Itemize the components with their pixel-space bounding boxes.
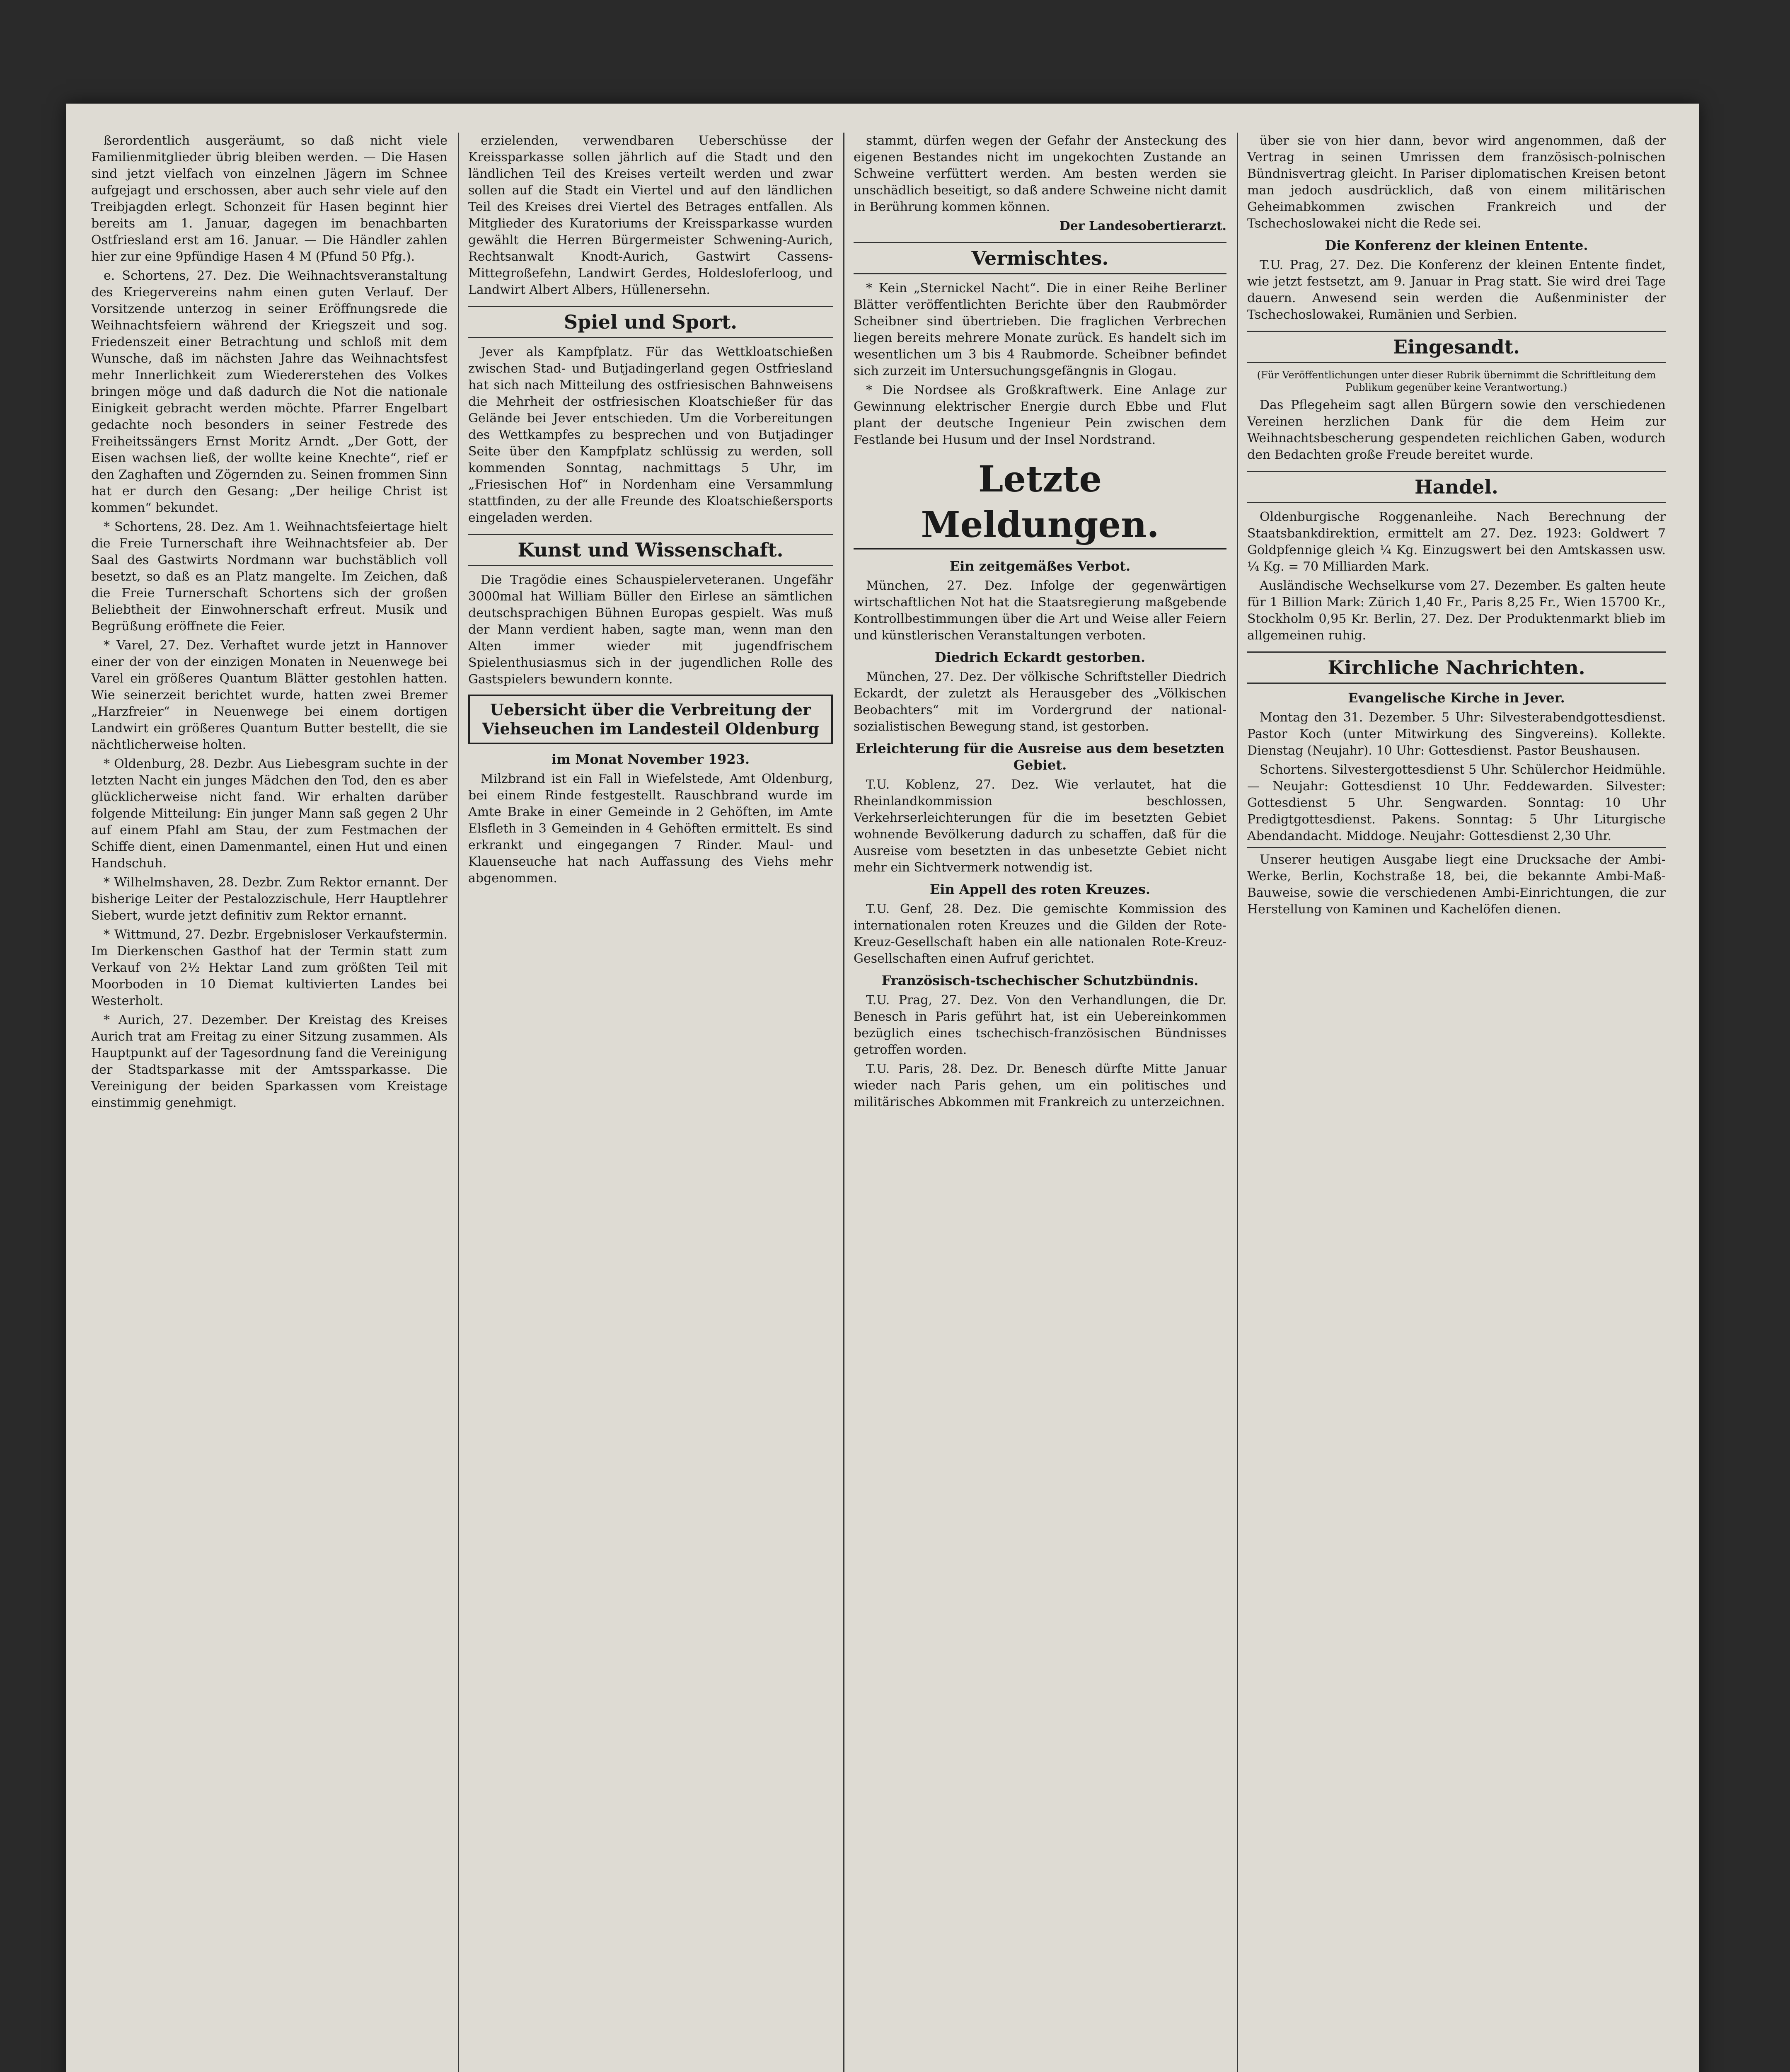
column-1 [91, 133, 448, 2072]
paragraph: * Wilhelmshaven, 28. Dezbr. Zum Rektor ernannt. Der bisherige Leiter der Pestalozzischule, Herr Hauptlehrer Siebert, wurde jetzt definitiv zum Rektor ernannt. [91, 875, 448, 923]
paragraph: über sie von hier dann, bevor wird angenommen, daß der Vertrag in seinen Umrissen dem französisch-polnischen Bündnisvertrag gleicht. In Pariser diplomatischen Kreisen betont man jedoch ausdrücklich, daß von einem militärischen Geheimabkommen zwischen Frankreich und der Tschechoslowakei nicht die Rede sei. [1247, 133, 1666, 231]
subheading: Erleichterung für die Ausreise aus dem besetzten Gebiet. [855, 741, 1225, 773]
paragraph: T.U. Prag, 27. Dez. Von den Verhandlungen, die Dr. Benesch in Paris geführt hat, ist ein Uebereinkommen bezüglich eines tschechisch-französischen Bündnisses getroffen worden. [854, 993, 1226, 1057]
subheading: Diedrich Eckardt gestorben. [934, 649, 1146, 665]
column-3 [854, 133, 1226, 2072]
column-divider [1237, 133, 1238, 2072]
paragraph: ßerordentlich ausgeräumt, so daß nicht viele Familienmitglieder übrig bleiben werden. — Die Hasen sind jetzt vielfach von einzelnen Jägern im Schnee aufgejagt und erschossen, aber auch sehr viele auf den Treibjagden erlegt. Schonzeit für Hasen beginnt hier bereits am 1. Januar, dagegen im benachbarten Ostfriesland erst am 16. Januar. — Die Händler zahlen hier zur eine 9pfündige Hasen 4 M (Pfund 50 Pfg.). [91, 133, 448, 264]
advertisement-notice: Unserer heutigen Ausgabe liegt eine Drucksache der Ambi-Werke, Berlin, Kochstraße 18, bei, die bekannte Ambi-Maß-Bauweise, sowie die verschiedenen Ambi-Einrichtungen, die zur Herstellung von Kaminen und Kachelöfen dienen. [1247, 847, 1666, 918]
section-heading-sport: Spiel und Sport. [468, 306, 833, 338]
paragraph: T.U. Paris, 28. Dez. Dr. Benesch dürfte Mitte Januar wieder nach Paris gehen, um ein politisches und militärisches Abkommen mit Frankreich zu unterzeichnen. [854, 1062, 1226, 1109]
paragraph: Schortens. Silvestergottesdienst 5 Uhr. Schülerchor Heidmühle. — Neujahr: Gottesdienst 10 Uhr. Feddewarden. Silvester: Gottesdienst 5 Uhr. Sengwarden. Sonntag: 10 Uhr Predigtgottesdienst. Pakens. Sonntag: 5 Uhr Liturgische Abendandacht. Middoge. Neujahr: Gottesdienst 2,30 Uhr. [1247, 762, 1666, 843]
paragraph: * Die Nordsee als Großkraftwerk. Eine Anlage zur Gewinnung elektrischer Energie durch Ebbe und Flut plant der deutsche Ingenieur Pein zwischen dem Festlande bei Husum und der Insel Nordstrand. [854, 383, 1226, 447]
subheading: Ein zeitgemäßes Verbot. [949, 558, 1131, 574]
paragraph: Milzbrand ist ein Fall in Wiefelstede, Amt Oldenburg, bei einem Rinde festgestellt. Rauschbrand wurde im Amte Brake in einer Gemeinde in 2 Gehöften, im Amte Elsfleth in 3 Gemeinden in 4 Gehöften ermittelt. Es sind erkrankt und eingegangen 7 Rinder. Maul- und Klauenseuche hat nach Auffassung des Viehs mehr abgenommen. [468, 772, 833, 886]
section-heading-handel: Handel. [1247, 471, 1666, 503]
section-heading-kunst: Kunst und Wissenschaft. [468, 534, 833, 566]
column-divider [843, 133, 844, 2072]
paragraph: München, 27. Dez. Der völkische Schriftsteller Diedrich Eckardt, der zuletzt als Herausgeber des „Völkischen Beobachters“ mit im Vordergrund der national-sozialistischen Bewegung stand, ist gestorben. [854, 670, 1226, 734]
column-2 [468, 133, 833, 2072]
section-heading-eingesandt: Eingesandt. [1247, 331, 1666, 363]
paragraph: * Varel, 27. Dez. Verhaftet wurde jetzt in Hannover einer der von der einzigen Monaten in Neuenwege bei Varel ein größeres Quantum Blätter gestohlen hatten. Wie seinerzeit berichtet wurde, hatten zwei Bremer „Harzfreier“ in Neuenwege bei einem dortigen Landwirt ein größeres Quantum Butter bestellt, die sie nächtlicherweise holten. [91, 638, 448, 752]
subheading: im Monat November 1923. [551, 751, 750, 767]
paragraph: stammt, dürfen wegen der Gefahr der Ansteckung des eigenen Bestandes nicht im ungekochten Zustande an Schweine verfüttert werden. Am besten werden sie unschädlich beseitigt, so daß andere Schweine nicht damit in Berührung kommen können. [854, 133, 1226, 214]
paragraph: Jever als Kampfplatz. Für das Wettkloatschießen zwischen Stad- und Butjadingerland gegen Ostfriesland hat sich nach Mitteilung des ostfriesischen Bahnweisens die Mehrheit der ostfriesischen Kloatschießer für das Gelände bei Jever entschieden. Um die Vorbereitungen des Wettkampfes zu besprechen und von Butjadinger Seite über den Kampfplatz schlüssig zu werden, soll kommenden Sonntag, nachmittags 5 Uhr, im „Friesischen Hof“ in Nordenham eine Versammlung stattfinden, zu der alle Freunde des Kloatschießersports eingeladen werden. [468, 345, 833, 525]
paragraph: * Kein „Sternickel Nacht“. Die in einer Reihe Berliner Blätter veröffentlichten Berichte über den Raubmörder Scheibner sind übertrieben. Die fraglichen Verbrechen liegen bereits mehrere Monate zurück. Es handelt sich im wesentlichen um 3 bis 4 Raubmorde. Scheibner befindet sich zurzeit im Untersuchungsgefängnis in Glogau. [854, 281, 1226, 378]
disclaimer-note: (Für Veröffentlichungen unter dieser Rubrik übernimmt die Schriftleitung dem Publikum gegenüber keine Verantwortung.) [1257, 369, 1656, 393]
newspaper-page [66, 104, 1699, 2072]
section-heading-vermischtes: Vermischtes. [854, 242, 1226, 274]
section-heading-letzte-meldungen: Letzte Meldungen. [854, 457, 1226, 549]
signature: Der Landesobertierarzt. [1059, 219, 1226, 233]
column-4 [1247, 133, 1666, 2072]
boxed-heading-viehseuchen: Uebersicht über die Verbreitung der Viehseuchen im Landesteil Oldenburg [468, 695, 833, 744]
paragraph: Die Tragödie eines Schauspielerveteranen. Ungefähr 3000mal hat William Büller den Eirlese an sämtlichen deutschsprachigen Bühnen Europas gespielt. Was muß der Mann verdient haben, sagte man, wenn man den Alten immer wieder mit jugendfrischem Spielenthusiasmus sich in der jugendlichen Rolle des Gastspielers bewundern konnte. [468, 573, 833, 687]
paragraph: Das Pflegeheim sagt allen Bürgern sowie den verschiedenen Vereinen herzlichen Dank für die dem Heim zur Weihnachtsbescherung gespendeten reichlichen Gaben, wodurch den Bedachten große Freude bereitet wurde. [1247, 398, 1666, 462]
paragraph: Oldenburgische Roggenanleihe. Nach Berechnung der Staatsbankdirektion, ermittelt am 27. Dez. 1923: Goldwert 7 Goldpfennige gleich ¼ Kg. Einzugswert bei den Amtskassen usw. ¼ Kg. = 70 Milliarden Mark. [1247, 510, 1666, 574]
paragraph: * Oldenburg, 28. Dezbr. Aus Liebesgram suchte in der letzten Nacht ein junges Mädchen den Tod, den es aber glücklicherweise nicht fand. Wir erhalten darüber folgende Mitteilung: Ein junger Mann saß gegen 2 Uhr auf einem Pfahl am Stau, der zum Festmachen der Schiffe dient, einen Damenmantel, einen Hut und einen Handschuh. [91, 757, 448, 871]
paragraph: * Aurich, 27. Dezember. Der Kreistag des Kreises Aurich trat am Freitag zu einer Sitzung zusammen. Als Hauptpunkt auf der Tagesordnung fand die Vereinigung der Stadtsparkasse mit der Amtssparkasse. Die Vereinigung der beiden Sparkassen vom Kreistage einstimmig genehmigt. [91, 1013, 448, 1110]
paragraph: T.U. Koblenz, 27. Dez. Wie verlautet, hat die Rheinlandkommission beschlossen, Verkehrserleichterungen für die im besetzten Gebiet wohnende Bevölkerung dadurch zu schaffen, daß für die Ausreise vom besetzten in das unbesetzte Gebiet nicht mehr ein Sichtvermerk notwendig ist. [854, 777, 1226, 875]
subheading: Die Konferenz der kleinen Entente. [1325, 237, 1588, 253]
paragraph: T.U. Prag, 27. Dez. Die Konferenz der kleinen Entente findet, wie jetzt festsetzt, am 9. Januar in Prag statt. Sie wird drei Tage dauern. Anwesend sein werden die Außenminister der Tschechoslowakei, Rumänien und Serbien. [1247, 258, 1666, 322]
subheading: Evangelische Kirche in Jever. [1348, 690, 1565, 706]
paragraph: * Wittmund, 27. Dezbr. Ergebnisloser Verkaufstermin. Im Dierkenschen Gasthof hat der Termin statt zum Verkauf von 2½ Hektar Land zum größten Teil mit Moorboden in 10 Diemat kultivierten Landes bei Westerholt. [91, 927, 448, 1008]
subheading: Französisch-tschechischer Schutzbündnis. [881, 973, 1199, 988]
subheading: Ein Appell des roten Kreuzes. [930, 881, 1150, 897]
paragraph: München, 27. Dez. Infolge der gegenwärtigen wirtschaftlichen Not hat die Staatsregierung maßgebende Kontrollbestimmungen über die Art und Weise aller Feiern und künstlerischen Veranstaltungen verboten. [854, 579, 1226, 643]
paragraph: * Schortens, 28. Dez. Am 1. Weihnachtsfeiertage hielt die Freie Turnerschaft ihre Weihnachtsfeier ab. Der Saal des Gastwirts Nordmann war buchstäblich voll besetzt, so daß es an Platz mangelte. Im Zeichen, daß die Freie Turnerschaft Schortens sich der großen Beliebtheit der Einwohnerschaft erfreut. Musik und Begrüßung eröffnete die Feier. [91, 520, 448, 634]
paragraph: erzielenden, verwendbaren Ueberschüsse der Kreissparkasse sollen jährlich auf die Stadt und den ländlichen Teil des Kreises verteilt werden und zwar sollen auf die Stadt ein Viertel und auf den ländlichen Teil des Kreises drei Viertel des Betrages entfallen. Als Mitglieder des Kuratoriums der Kreissparkasse wurden gewählt die Herren Bürgermeister Schwening-Aurich, Rechtsanwalt Knodt-Aurich, Gastwirt Cassens-Mittegroßefehn, Landwirt Gerdes, Holdesloferloog, und Landwirt Albert Albers, Hüllenersehn. [468, 133, 833, 297]
paragraph: Montag den 31. Dezember. 5 Uhr: Silvesterabendgottesdienst. Pastor Koch (unter Mitwirkung des Singvereins). Kollekte. Dienstag (Neujahr). 10 Uhr: Gottesdienst. Pastor Beushausen. [1247, 710, 1666, 758]
paragraph: e. Schortens, 27. Dez. Die Weihnachtsveranstaltung des Kriegervereins nahm einen guten Verlauf. Der Vorsitzende unterzog in seiner Eröffnungsrede die Weihnachtsfeiern während der Kriegszeit und sog. Friedenszeit einer Betrachtung und schloß mit dem Wunsche, daß im nächsten Jahre das Weihnachtsfest mehr Innerlichkeit zum Wiedererstehen des Volkes bringen möge und daß dadurch die Not die nationale Einigkeit gebracht werden möchte. Pfarrer Engelbart gedachte noch besonders in seiner Festrede des Freiheitssängers Ernst Moritz Arndt. „Der Gott, der Eisen wachsen ließ, der wollte keine Knechte“, rief er den Zaghaften und Zögernden zu. Seinen frommen Sinn hat er durch den Gesang: „Der heilige Christ ist kommen“ bekundet. [91, 269, 448, 515]
section-heading-kirchliche: Kirchliche Nachrichten. [1247, 651, 1666, 684]
paragraph: Ausländische Wechselkurse vom 27. Dezember. Es galten heute für 1 Billion Mark: Zürich 1,40 Fr., Paris 8,25 Fr., Wien 15700 Kr., Stockholm 0,95 Kr. Berlin, 27. Dez. Der Produktenmarkt blieb im allgemeinen ruhig. [1247, 579, 1666, 643]
paragraph: T.U. Genf, 28. Dez. Die gemischte Kommission des internationalen roten Kreuzes und die Gilden der Rote-Kreuz-Gesellschaft haben ein alle nationalen Rote-Kreuz-Gesellschaften einen Aufruf gerichtet. [854, 902, 1226, 966]
column-divider [458, 133, 459, 2072]
